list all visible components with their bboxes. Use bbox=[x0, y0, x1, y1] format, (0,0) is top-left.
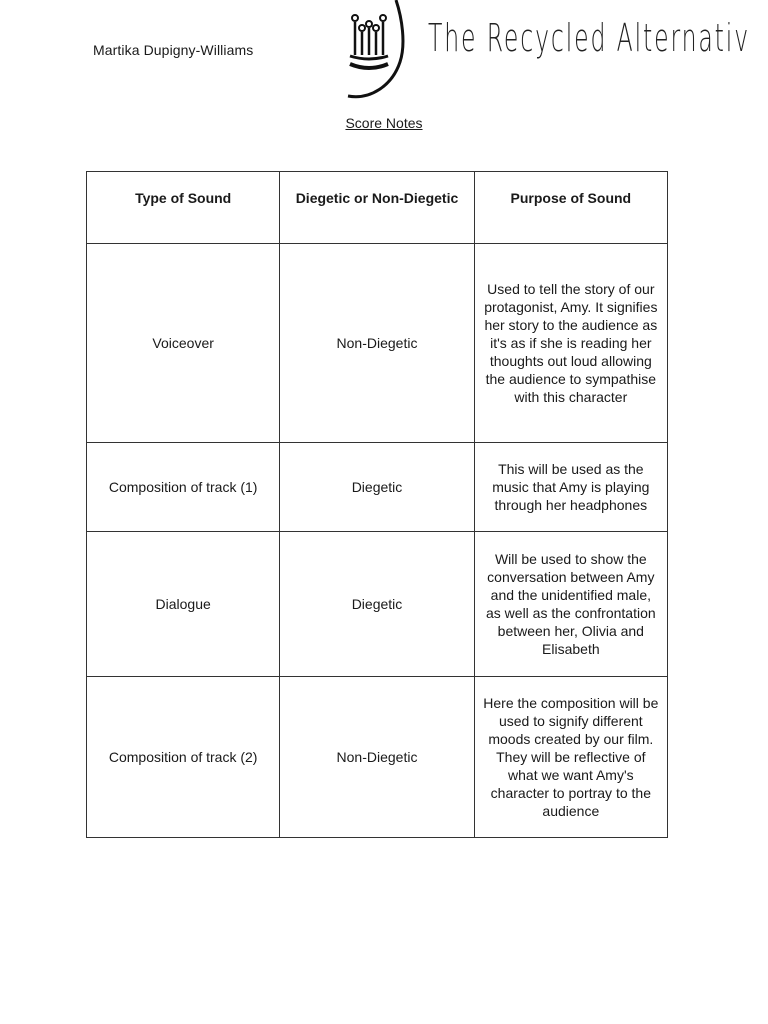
logo-text: The Recycled Alternativ bbox=[428, 16, 750, 60]
table-row bbox=[87, 532, 668, 677]
crown-icon bbox=[340, 0, 430, 100]
cell-type: Dialogue bbox=[87, 532, 280, 677]
table-row bbox=[87, 443, 668, 532]
header-diegetic: Diegetic or Non-Diegetic bbox=[280, 172, 474, 244]
cell-type: Composition of track (1) bbox=[87, 443, 280, 532]
cell-diegetic: Non-Diegetic bbox=[280, 244, 474, 443]
cell-purpose: Here the composition will be used to signify different moods created by our film. They will be reflective of what we want Amy's character to portray to the audience bbox=[474, 677, 667, 838]
header-purpose: Purpose of Sound bbox=[474, 172, 667, 244]
table-row bbox=[87, 244, 668, 443]
cell-purpose: This will be used as the music that Amy is playing through her headphones bbox=[474, 443, 667, 532]
cell-purpose: Used to tell the story of our protagonist, Amy. It signifies her story to the audience as it's as if she is reading her thoughts out loud allowing the audience to sympathise with this character bbox=[474, 244, 667, 443]
sound-table bbox=[86, 171, 668, 838]
cell-purpose: Will be used to show the conversation between Amy and the unidentified male, as well as the confrontation between her, Olivia and Elisabeth bbox=[474, 532, 667, 677]
table-header-row bbox=[87, 172, 668, 244]
cell-diegetic: Diegetic bbox=[280, 443, 474, 532]
brand-logo bbox=[340, 0, 768, 100]
page-title bbox=[0, 115, 768, 131]
cell-type: Voiceover bbox=[87, 244, 280, 443]
cell-type: Composition of track (2) bbox=[87, 677, 280, 838]
author-name: Martika Dupigny-Williams bbox=[93, 42, 254, 58]
header-type-of-sound: Type of Sound bbox=[87, 172, 280, 244]
cell-diegetic: Diegetic bbox=[280, 532, 474, 677]
cell-diegetic: Non-Diegetic bbox=[280, 677, 474, 838]
table-row bbox=[87, 677, 668, 838]
page-title-text: Score Notes bbox=[345, 115, 423, 131]
